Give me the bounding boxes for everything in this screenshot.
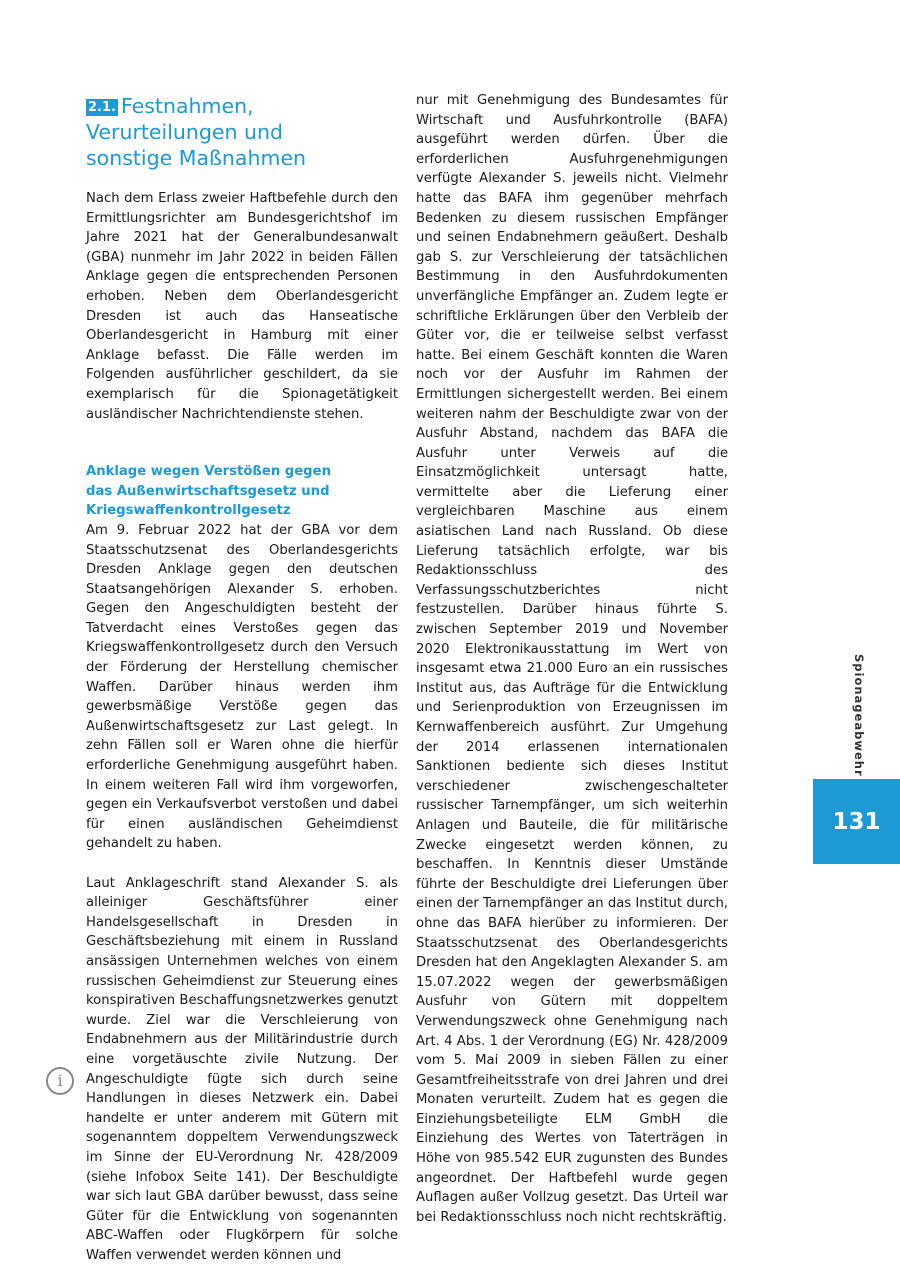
info-icon-glyph: i — [57, 1071, 63, 1090]
chapter-label: Spionageabwehr — [852, 654, 866, 777]
section-title-line-1: Festnahmen, — [120, 94, 254, 118]
subheading-line-2: das Außenwirtschaftsgesetz und — [86, 483, 330, 499]
info-icon[interactable] — [46, 1067, 74, 1095]
page-number-tab — [813, 779, 900, 864]
section-heading — [86, 93, 398, 171]
subheading-line-3: Kriegswaffenkontrollgesetz — [86, 503, 291, 519]
indictment-details-paragraph: Laut Anklageschrift stand Alexander S. als alleiniger Geschäftsführer einer Handelsgesellschaft in Dresden in Geschäftsbeziehung mit einem in Russland ansässigen Unternehmen welches von einem russischen Geheimdienst zur Steuerung eines konspirativen Beschaffungsnetzwerkes genutzt wurde. Ziel war die Verschleierung von Endabnehmern aus der Militärindustrie durch eine vorgetäuschte zivile Nutzung. Der Angeschuldigte fügte sich durch seine Handlungen in dieses Netzwerk ein. Dabei handelte er unter anderem mit Gütern mit sogenanntem doppeltem Verwendungszweck im Sinne der EU-Verordnung Nr. 428/2009 (siehe Infobox Seite 141). Der Beschuldigte war sich laut GBA darüber bewusst, dass seine Güter für die Entwicklung von sogenannten ABC-Waffen oder Flugkörpern für solche Waffen verwendet werden können und — [86, 875, 398, 1263]
subheading-line-1: Anklage wegen Verstößen gegen — [86, 464, 331, 480]
continuation-paragraph: nur mit Genehmigung des Bundesamtes für Wirtschaft und Ausfuhrkontrolle (BAFA) ausgeführt werden dürfen. Über die erforderlichen Ausfuhrgenehmigungen verfügte Alexander S. jeweils nicht. Vielmehr hatte das BAFA ihm gegenüber mehrfach Bedenken zu diesem russischen Empfänger und seinen Endabnehmern geäußert. Deshalb gab S. zur Verschleierung der tatsächlichen Bestimmung in den Ausfuhrdokumenten unverfängliche Empfänger an. Zudem legte er schriftliche Erklärungen über den Verbleib der Güter vor, die er teilweise selbst verfasst hatte. Bei einem Geschäft konnten die Waren noch vor der Ausfuhr im Rahmen der Ermittlungen sichergestellt werden. Bei einem weiteren nahm der Beschuldigte zwar von der Ausfuhr Abstand, nachdem das BAFA die Ausfuhr unter Verweis auf die Einsatzmöglichkeit untersagt hatte, vermittelte aber die Lieferung einer vergleichbaren Maschine aus einem asiatischen Land nach Russland. Ob diese Lieferung tatsächlich erfolgte, war bis Redaktionsschluss des Verfassungsschutzberichtes nicht festzustellen. Darüber hinaus führte S. zwischen September 2019 und November 2020 Elektronikausstattung im Wert von insgesamt etwa 21.000 Euro an ein russisches Institut aus, das Aufträge für die Entwicklung und Serienproduktion von Erzeugnissen im Kernwaffenbereich ausführt. Zur Umgehung der 2014 erlassenen internationalen Sanktionen bediente sich dieses Institut verschiedener zwischengeschalteter russischer Tarnempfänger, um sich weiterhin Anlagen und Bauteile, die für militärische Zwecke eingesetzt werden können, zu beschaffen. In Kenntnis dieser Umstände führte der Beschuldigte drei Lieferungen über einen der Tarnempfänger an das Institut durch, ohne das BAFA hierüber zu informieren. Der Staatsschutzsenat des Oberlandesgerichts Dresden hat den Angeklagten Alexander S. am 15.07.2022 wegen der gewerbsmäßigen Ausfuhr von Gütern mit doppeltem Verwendungszweck ohne Genehmigung nach Art. 4 Abs. 1 der Verordnung (EG) Nr. 428/2009 vom 5. Mai 2009 in sieben Fällen zu einer Gesamtfreiheitsstrafe von drei Jahren und drei Monaten verurteilt. Zudem hat es gegen die Einziehungsbeteiligte ELM GmbH die Einziehung des Wertes von Taterträgen in Höhe von 985.542 EUR zugunsten des Bundes angeordnet. Der Haftbefehl wurde gegen Auflagen außer Vollzug gesetzt. Das Urteil war bei Redaktionsschluss noch nicht rechtskräftig. — [416, 93, 728, 1225]
subheading — [86, 462, 398, 521]
right-column — [416, 91, 728, 1247]
section-number: 2.1. — [88, 100, 116, 115]
left-column — [86, 88, 398, 1285]
indictment-paragraph: Am 9. Februar 2022 hat der GBA vor dem Staatsschutzsenat des Oberlandesgerichts Dresden Anklage gegen den deutschen Staatsangehörigen Alexander S. erhoben. Gegen den Angeschuldigten besteht der Tatverdacht eines Verstoßes gegen das Kriegswaffenkontrollgesetz durch den Versuch der Förderung der Herstellung chemischer Waffen. Darüber hinaus werden ihm gewerbsmäßige Verstöße gegen das Außenwirtschaftsgesetz zur Last gelegt. In zehn Fällen soll er Waren ohne die hierfür erforderliche Genehmigung ausgeführt haben. In einem weiteren Fall wird ihm vorgeworfen, gegen ein Verkaufsverbot verstoßen und dabei für einen ausländischen Geheimdienst gehandelt zu haben. — [86, 522, 398, 852]
page-number: 131 — [832, 808, 881, 835]
intro-paragraph: Nach dem Erlass zweier Haftbefehle durch den Ermittlungsrichter am Bundesgerichtshof im Jahre 2021 hat der Generalbundesanwalt (GBA) nunmehr im Jahr 2022 in beiden Fällen Anklage gegen die entsprechenden Personen erhoben. Neben dem Oberlandesgericht Dresden ist auch das Hanseatische Oberlandesgericht in Hamburg mit einer Anklage befasst. Die Fälle werden im Folgenden ausführlicher geschildert, da sie exemplarisch für die Spionagetätigkeit ausländischer Nachrichtendienste stehen. — [86, 191, 398, 422]
section-title-line-2: Verurteilungen und — [86, 120, 284, 144]
section-title-line-3: sonstige Maßnahmen — [86, 146, 307, 170]
